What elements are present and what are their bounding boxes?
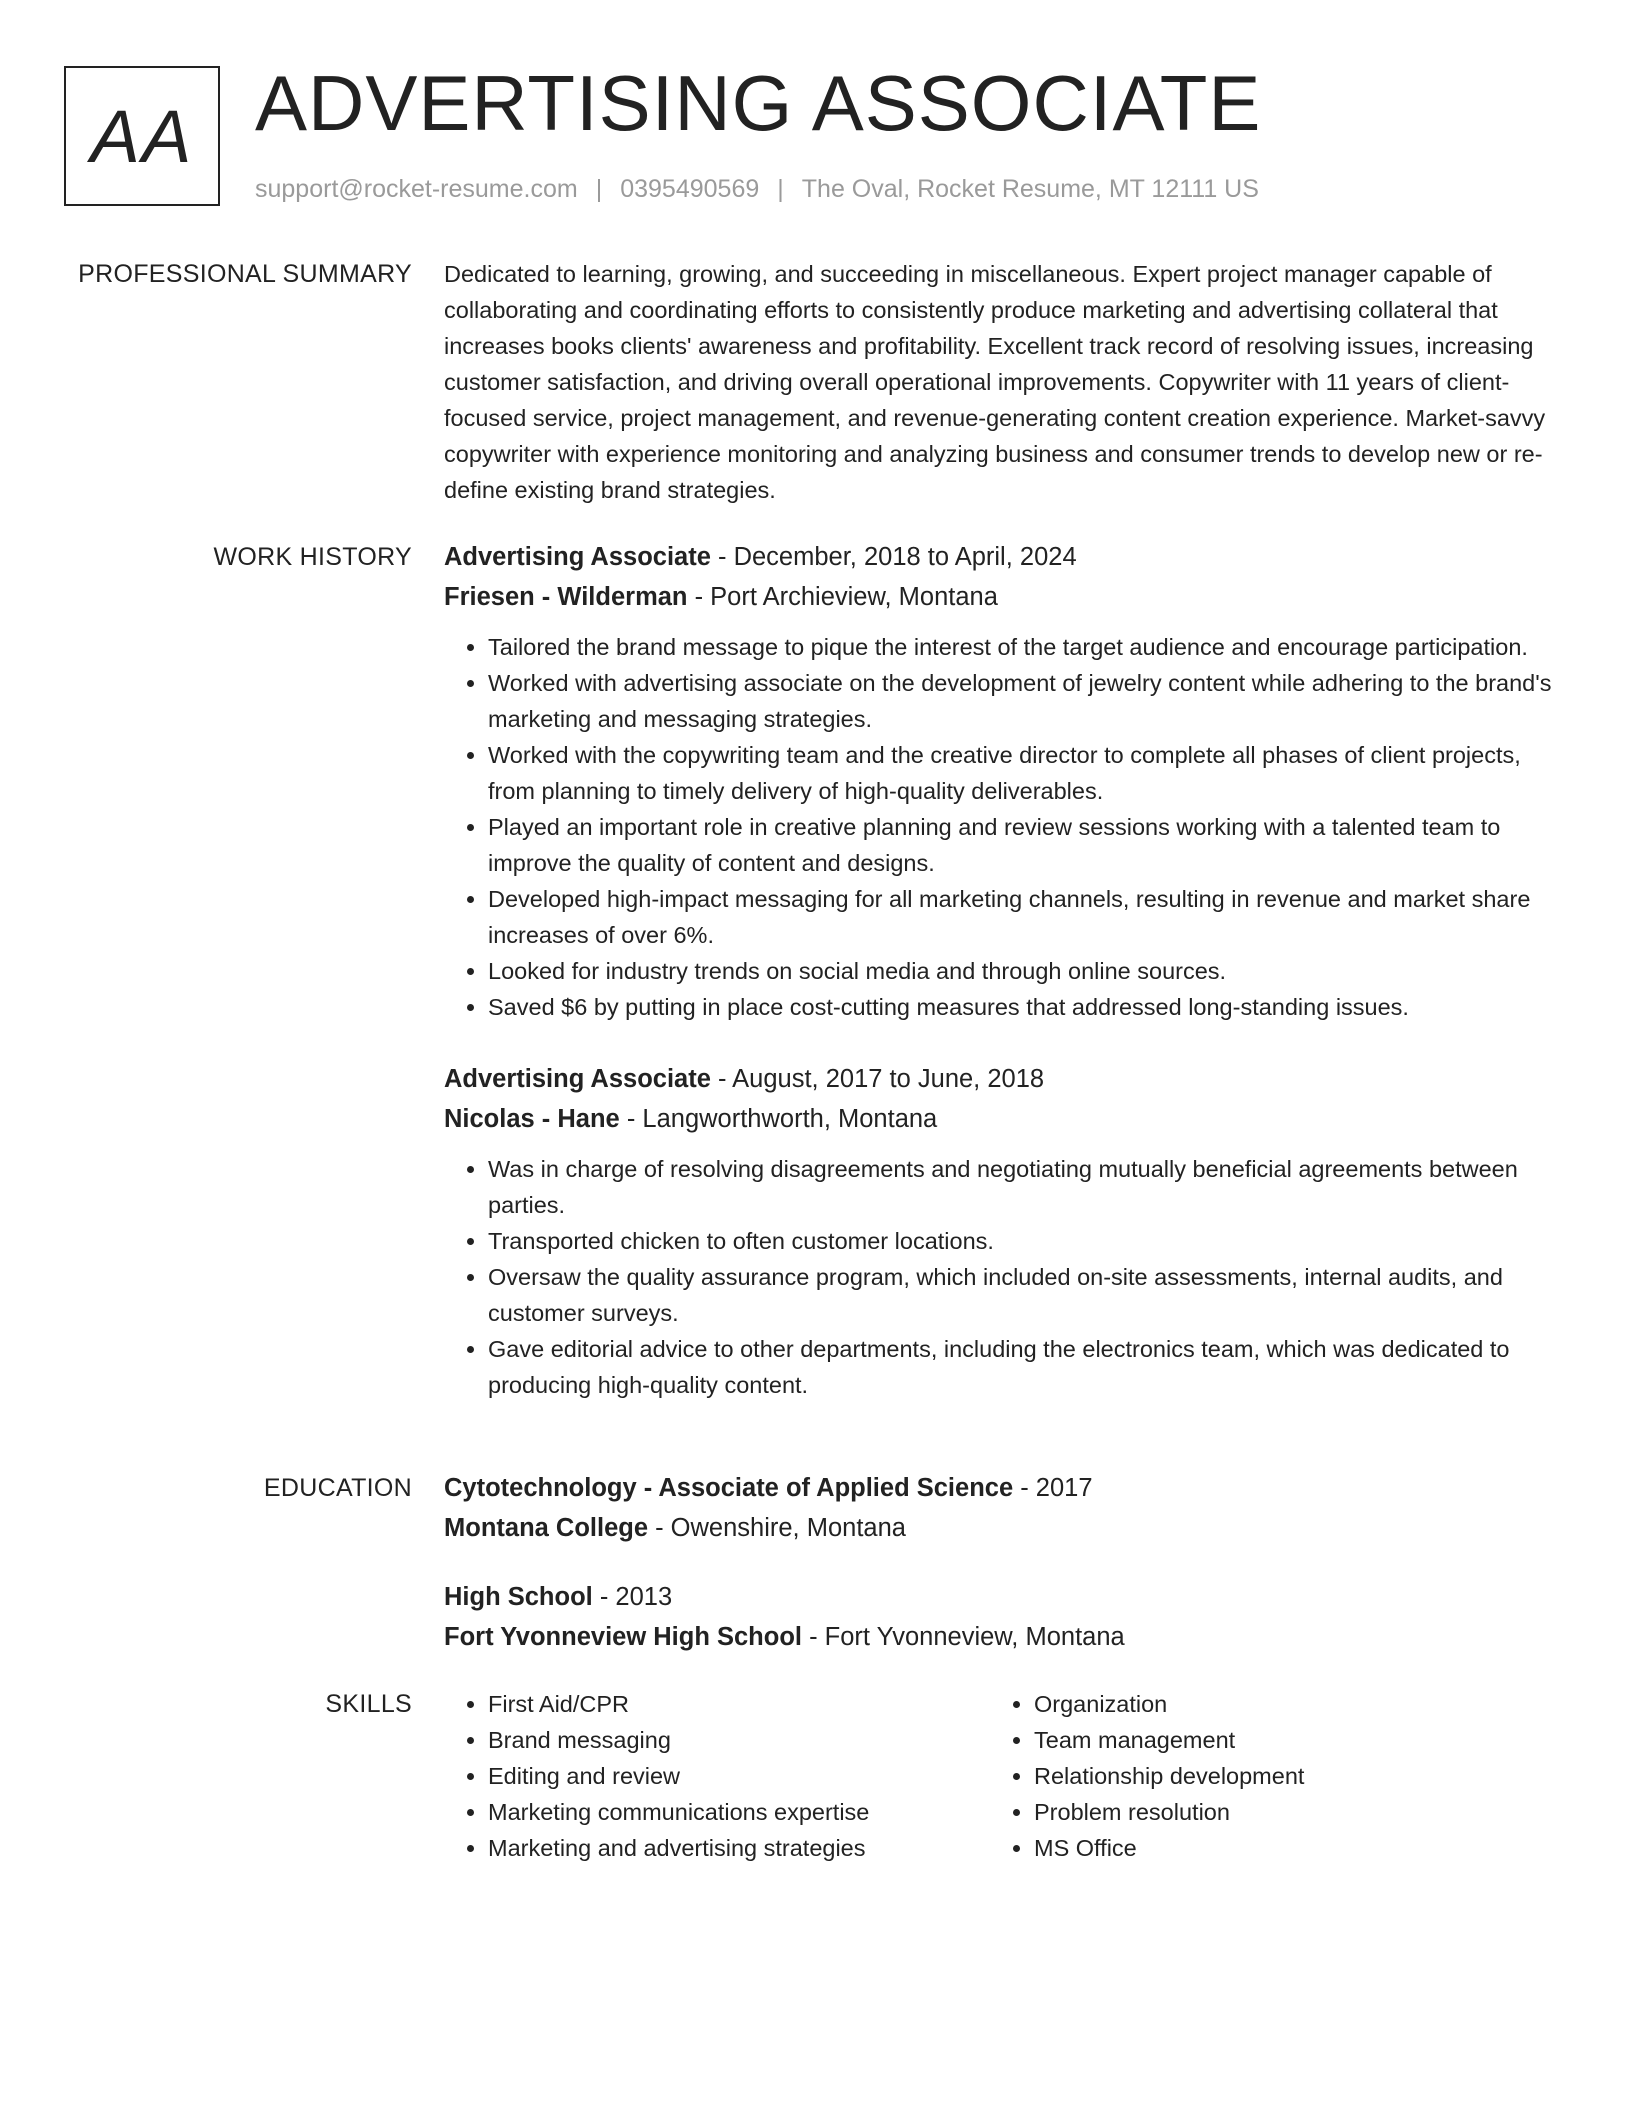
summary-body: [444, 256, 1556, 508]
contact-line: [255, 174, 1259, 204]
education-degree: Cytotechnology - Associate of Applied Science: [444, 1474, 1014, 1502]
contact-email: support@rocket-resume.com: [255, 175, 578, 203]
job-location: - Port Archieview, Montana: [687, 583, 998, 611]
education-body: [444, 1468, 1556, 1657]
list-item: • Worked with advertising associate on the development of jewelry content while adhering to the brand's marketing and messaging strategies.: [488, 665, 1556, 737]
job-title-line: [444, 537, 1556, 577]
list-item: • Oversaw the quality assurance program, which included on-site assessments, internal audits, and customer surveys.: [488, 1259, 1556, 1331]
list-item: • Problem resolution: [1034, 1794, 1536, 1830]
skills-list-left: [444, 1686, 990, 1866]
education-location: - Owenshire, Montana: [648, 1514, 906, 1542]
list-item: • Looked for industry trends on social media and through online sources.: [488, 953, 1556, 989]
list-item: • Saved $6 by putting in place cost-cutting measures that addressed long-standing issues.: [488, 989, 1556, 1025]
education-location: - Fort Yvonneview, Montana: [802, 1623, 1125, 1651]
list-item: • Brand messaging: [488, 1722, 990, 1758]
work-history-label: WORK HISTORY: [213, 543, 412, 571]
summary-text: Dedicated to learning, growing, and succeeding in miscellaneous. Expert project manager capable of collaborating and coordinating efforts to consistently produce marketing and advertising collateral that increases books clients' awareness and profitability. Excellent track record of resolving issues, increasing customer satisfaction, and driving overall operational improvements. Copywriter with 11 years of client-focused service, project management, and revenue-generating content creation experience. Market-savvy copywriter with experience monitoring and analyzing business and consumer trends to develop new or re-define existing brand strategies.: [444, 261, 1546, 503]
education-school-line: [444, 1617, 1556, 1657]
job-location: - Langworthworth, Montana: [619, 1105, 938, 1133]
list-item: • Organization: [1034, 1686, 1536, 1722]
job-company: Friesen - Wilderman: [444, 583, 688, 611]
contact-address: The Oval, Rocket Resume, MT 12111 US: [801, 175, 1259, 203]
job-title: Advertising Associate: [444, 1065, 711, 1093]
list-item: • Marketing communications expertise: [488, 1794, 990, 1830]
job-bullet-list: [444, 1151, 1556, 1403]
skills-label: SKILLS: [325, 1690, 412, 1718]
job-title: Advertising Associate: [444, 543, 711, 571]
education-school: Fort Yvonneview High School: [444, 1623, 802, 1651]
resume-title: ADVERTISING ASSOCIATE: [255, 59, 1262, 147]
list-item: • Worked with the copywriting team and the creative director to complete all phases of client projects, from planning to timely delivery of high-quality deliverables.: [488, 737, 1556, 809]
job-dates: - August, 2017 to June, 2018: [710, 1065, 1045, 1093]
skills-columns: [444, 1686, 1556, 1866]
list-item: • Played an important role in creative planning and review sessions working with a talented team to improve the quality of content and designs.: [488, 809, 1556, 881]
monogram-initials: AA: [90, 94, 194, 178]
job-company-line: [444, 1099, 1556, 1139]
education-degree-line: [444, 1577, 1556, 1617]
list-item: • Gave editorial advice to other departments, including the electronics team, which was dedicated to producing high-quality content.: [488, 1331, 1556, 1403]
list-item: • Was in charge of resolving disagreements and negotiating mutually beneficial agreements between parties.: [488, 1151, 1556, 1223]
monogram-box: [64, 66, 220, 206]
list-item: • Developed high-impact messaging for all marketing channels, resulting in revenue and market share increases of over 6%.: [488, 881, 1556, 953]
job-dates: - December, 2018 to April, 2024: [710, 543, 1077, 571]
contact-separator: |: [595, 175, 603, 203]
education-year: - 2017: [1013, 1474, 1093, 1502]
list-item: • Tailored the brand message to pique the interest of the target audience and encourage participation.: [488, 629, 1556, 665]
list-item: • Team management: [1034, 1722, 1536, 1758]
education-school-line: [444, 1508, 1556, 1548]
contact-phone: 0395490569: [620, 175, 760, 203]
education-degree: High School: [444, 1583, 593, 1611]
education-entry: [444, 1577, 1556, 1657]
list-item: • Editing and review: [488, 1758, 990, 1794]
education-school: Montana College: [444, 1514, 649, 1542]
skills-list-right: [990, 1686, 1536, 1866]
education-entry: [444, 1468, 1556, 1548]
list-item: • MS Office: [1034, 1830, 1536, 1866]
education-label: EDUCATION: [263, 1474, 412, 1502]
skills-body: [444, 1686, 1556, 1866]
summary-label: PROFESSIONAL SUMMARY: [78, 260, 412, 288]
list-item: • Relationship development: [1034, 1758, 1536, 1794]
education-year: - 2013: [592, 1583, 673, 1611]
job-entry: [444, 537, 1556, 1025]
contact-separator: |: [777, 175, 784, 203]
education-degree-line: [444, 1468, 1556, 1508]
job-company-line: [444, 577, 1556, 617]
list-item: • Transported chicken to often customer locations.: [488, 1223, 1556, 1259]
list-item: • First Aid/CPR: [488, 1686, 990, 1722]
work-history-body: [444, 537, 1556, 1403]
job-entry: [444, 1059, 1556, 1403]
job-bullet-list: [444, 629, 1556, 1025]
job-company: Nicolas - Hane: [444, 1105, 620, 1133]
job-title-line: [444, 1059, 1556, 1099]
list-item: • Marketing and advertising strategies: [488, 1830, 990, 1866]
